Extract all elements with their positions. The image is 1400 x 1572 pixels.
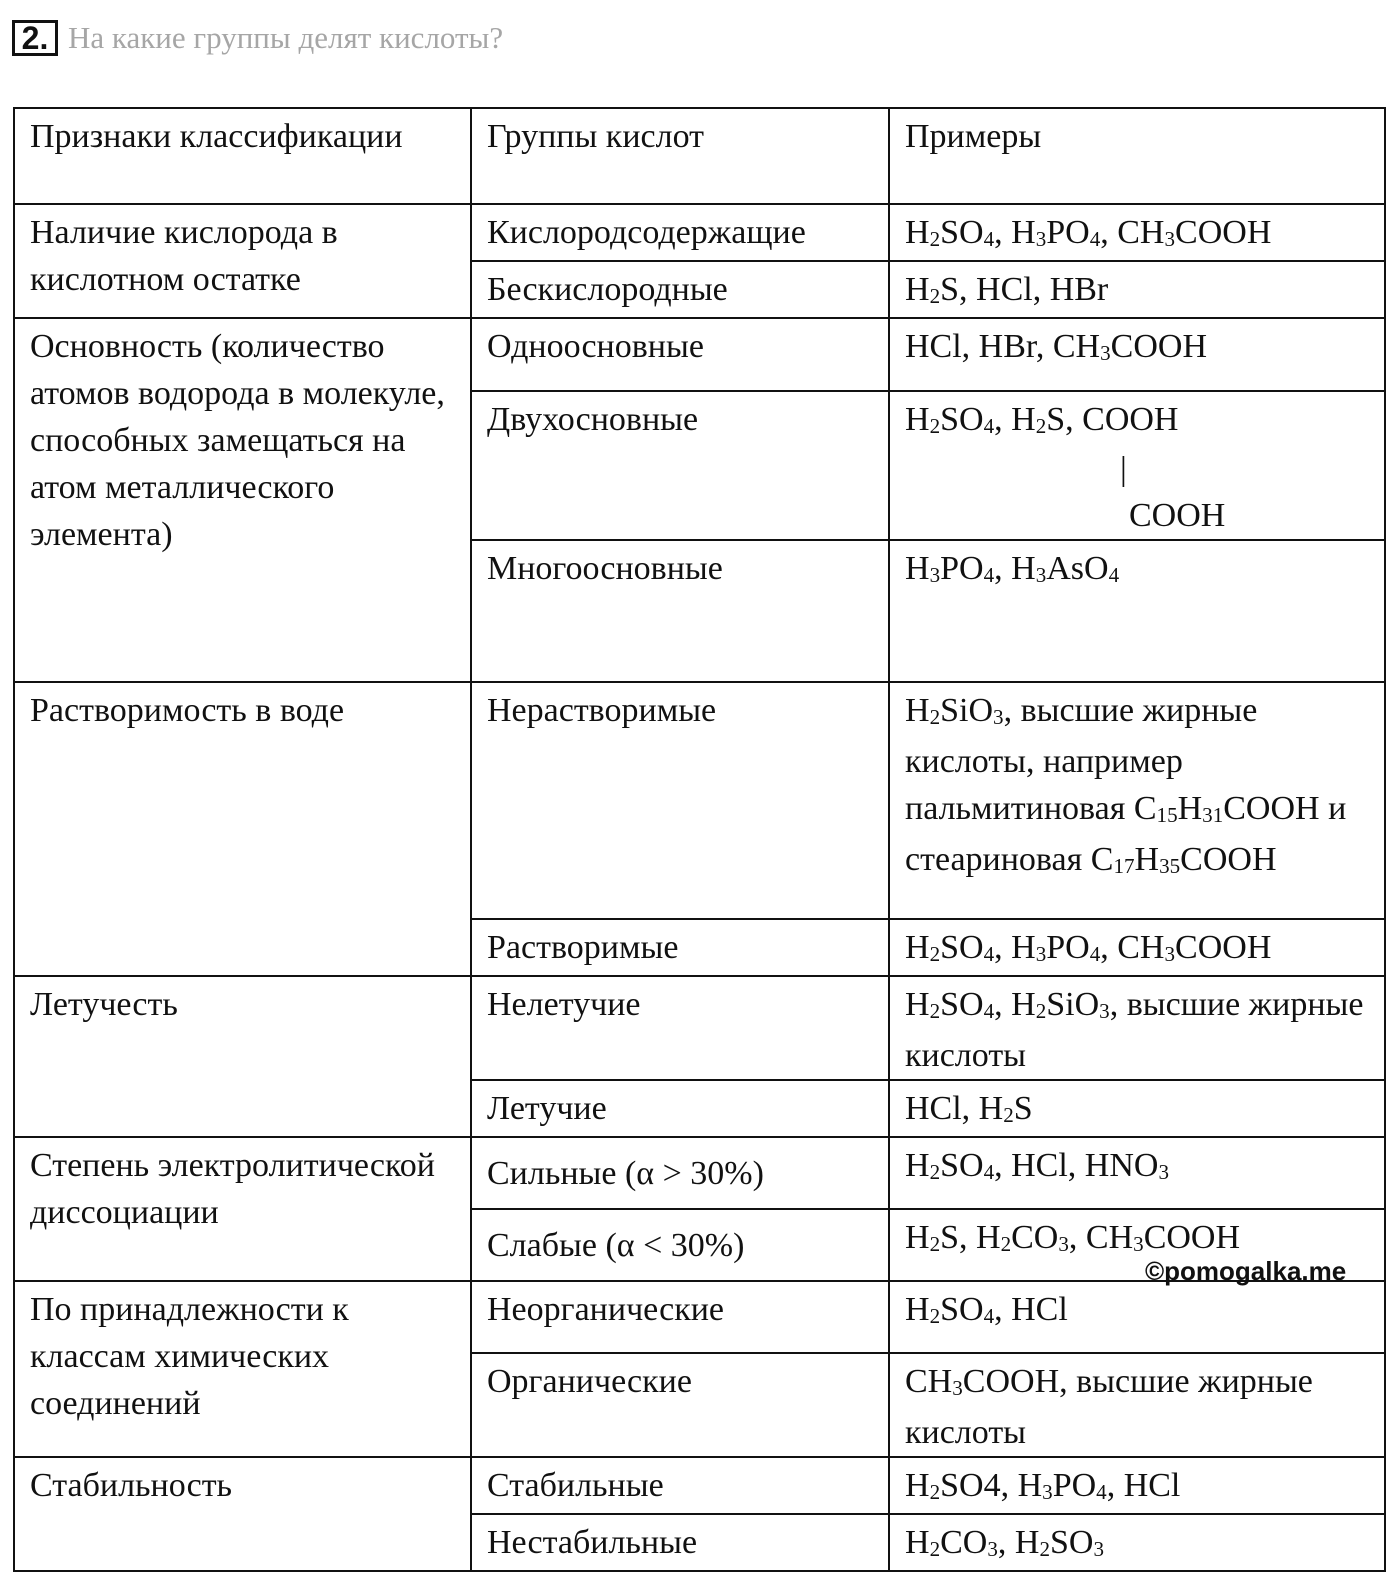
group-cell: Неорганические bbox=[471, 1281, 889, 1353]
group-cell: Слабые (α < 30%) bbox=[471, 1209, 889, 1281]
criterion-cell: По принадлежности к классам химических соединений bbox=[14, 1281, 471, 1457]
examples-cell: $H_2SO_4$, HCl, $HNO_3$ bbox=[889, 1137, 1385, 1209]
examples-cell: $H_2SO_4$, HCl bbox=[889, 1281, 1385, 1353]
table-row bbox=[14, 976, 1385, 1080]
examples-cell: $H_2SiO_3$, высшие жирные кислоты, например пальмитиновая $C_{15}H_{31}COOH$ и стеариновая $C_{17}H_{35}COOH$ bbox=[889, 682, 1385, 919]
criterion-cell: Летучесть bbox=[14, 976, 471, 1137]
examples-cell: $H_2CO_3$, $H_2SO_3$ bbox=[889, 1514, 1385, 1571]
examples-cell: $H_2SO_4$, $H_2S$, COOH | COOH bbox=[889, 391, 1385, 540]
table-row bbox=[14, 204, 1385, 261]
watermark: ©pomogalka.me bbox=[1145, 1256, 1347, 1286]
examples-cell: HCl, $H_2S$ bbox=[889, 1080, 1385, 1137]
group-cell: Органические bbox=[471, 1353, 889, 1457]
examples-cell: $H_2SO_4$, $H_3PO_4$, $CH_3COOH$ bbox=[889, 919, 1385, 976]
table-row bbox=[14, 1281, 1385, 1353]
header-examples: Примеры bbox=[889, 108, 1385, 204]
group-cell: Нестабильные bbox=[471, 1514, 889, 1571]
group-cell: Нелетучие bbox=[471, 976, 889, 1080]
criterion-cell: Степень электролитической диссоциации bbox=[14, 1137, 471, 1281]
task-question: На какие группы делят кислоты? bbox=[68, 20, 504, 55]
task-number: 2. bbox=[12, 20, 58, 56]
header-criterion: Признаки классификации bbox=[14, 108, 471, 204]
criterion-cell: Наличие кислорода в кислотном остатке bbox=[14, 204, 471, 318]
table-header-row bbox=[14, 108, 1385, 204]
table-row bbox=[14, 318, 1385, 391]
group-cell: Сильные (α > 30%) bbox=[471, 1137, 889, 1209]
group-cell: Нерастворимые bbox=[471, 682, 889, 919]
examples-cell: $H_2S$, $H_2CO_3$, $CH_3COOH$ bbox=[889, 1209, 1385, 1281]
table-row bbox=[14, 1137, 1385, 1209]
examples-cell: $H_2SO_4$, $H_2SiO_3$, высшие жирные кислоты bbox=[889, 976, 1385, 1080]
table-row bbox=[14, 682, 1385, 919]
examples-cell: $H_2SO4$, $H_3PO_4$, HCl bbox=[889, 1457, 1385, 1514]
criterion-cell: Растворимость в воде bbox=[14, 682, 471, 976]
header-group: Группы кислот bbox=[471, 108, 889, 204]
examples-cell: $H_2S$, HCl, HBr bbox=[889, 261, 1385, 318]
group-cell: Одноосновные bbox=[471, 318, 889, 391]
examples-cell: $H_3PO_4$, $H_3AsO_4$ bbox=[889, 540, 1385, 682]
criterion-cell: Основность (количество атомов водорода в молекуле, способных замещаться на атом металлического элемента) bbox=[14, 318, 471, 682]
group-cell: Двухосновные bbox=[471, 391, 889, 540]
task-header bbox=[12, 18, 503, 58]
group-cell: Летучие bbox=[471, 1080, 889, 1137]
criterion-cell: Стабильность bbox=[14, 1457, 471, 1571]
table-row bbox=[14, 1457, 1385, 1514]
group-cell: Многоосновные bbox=[471, 540, 889, 682]
examples-cell: HCl, HBr, $CH_3COOH$ bbox=[889, 318, 1385, 391]
examples-cell: $H_2SO_4$, $H_3PO_4$, $CH_3COOH$ bbox=[889, 204, 1385, 261]
group-cell: Растворимые bbox=[471, 919, 889, 976]
group-cell: Стабильные bbox=[471, 1457, 889, 1514]
group-cell: Кислородсодержащие bbox=[471, 204, 889, 261]
examples-cell: $CH_3COOH$, высшие жирные кислоты bbox=[889, 1353, 1385, 1457]
group-cell: Бескислородные bbox=[471, 261, 889, 318]
acids-classification-table bbox=[13, 107, 1386, 1572]
